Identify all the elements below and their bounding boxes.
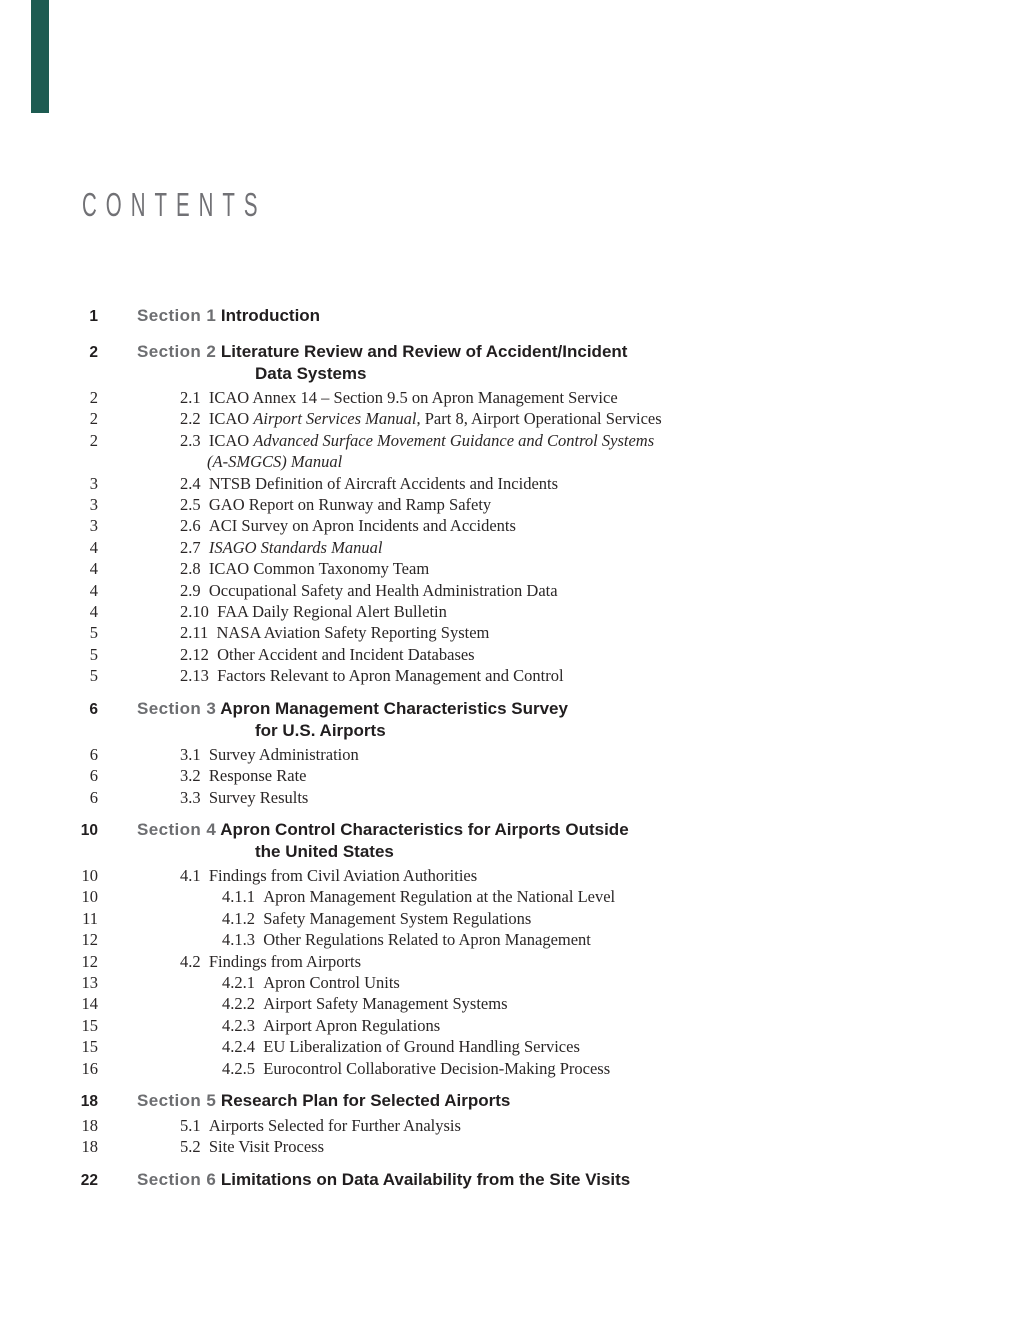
- section-title-line2: the United States: [255, 841, 394, 861]
- toc-section-entry: [58, 294, 978, 330]
- entry-content: [98, 430, 654, 473]
- page-number: 6: [89, 744, 98, 764]
- entry-title: Airport Safety Management Systems: [263, 994, 508, 1014]
- page-number: 15: [81, 1037, 98, 1057]
- entry-content: [98, 1169, 630, 1191]
- entry-title: Factors Relevant to Apron Management and Control: [217, 666, 564, 686]
- entry-title: ICAO Advanced Surface Movement Guidance and Control Systems: [208, 430, 655, 450]
- page-number: 15: [81, 1015, 98, 1035]
- entry-number: 4.2.2: [222, 994, 264, 1014]
- entry-title: Eurocontrol Collaborative Decision-Making Process: [263, 1058, 611, 1078]
- entry-content: [98, 819, 629, 863]
- entry-number: 5.2: [180, 1137, 209, 1157]
- section-title: Limitations on Data Availability from the Site Visits: [220, 1169, 631, 1189]
- page-number: 5: [89, 666, 98, 686]
- page-number: 14: [81, 994, 98, 1014]
- toc-entry: [58, 515, 978, 536]
- entry-number: 2.2: [180, 409, 209, 429]
- entry-number: 2.13: [180, 666, 218, 686]
- toc-entry: [58, 473, 978, 494]
- toc-entry: [58, 1115, 978, 1136]
- section-title: Introduction: [220, 306, 321, 325]
- entry-title: Survey Administration: [208, 744, 359, 764]
- page-number: 5: [89, 623, 98, 643]
- page-number: 11: [82, 908, 98, 928]
- entry-title: NASA Aviation Safety Reporting System: [216, 623, 490, 643]
- entry-number: 2.4: [180, 473, 209, 493]
- entry-number: 2.8: [180, 559, 209, 579]
- entry-title: Apron Management Regulation at the National Level: [263, 887, 616, 907]
- entry-number: 2.9: [180, 580, 209, 600]
- section-title: Literature Review and Review of Accident/Incident: [220, 342, 628, 361]
- toc-entry: [58, 494, 978, 515]
- page-number: 4: [89, 537, 98, 557]
- entry-content: [98, 341, 627, 385]
- page-number: 22: [80, 1171, 98, 1189]
- entry-number: 4.1: [180, 865, 209, 885]
- section-heading-line: [137, 819, 629, 841]
- entry-content: [98, 408, 662, 429]
- toc-entry: [58, 1136, 978, 1157]
- page-number: 3: [89, 473, 98, 493]
- toc-section-entry: [58, 687, 978, 744]
- page-number: 12: [81, 951, 98, 971]
- toc-entry: [58, 1015, 978, 1036]
- entry-number: 4.1.2: [222, 908, 264, 928]
- page-number: 12: [81, 930, 98, 950]
- entry-content: [98, 1090, 510, 1112]
- entry-number: 2.12: [180, 644, 218, 664]
- page-number: 6: [89, 766, 98, 786]
- entry-content: [98, 494, 491, 515]
- entry-content: [98, 1036, 580, 1057]
- page-number: 18: [81, 1137, 98, 1157]
- page-number: 10: [81, 887, 98, 907]
- entry-title-continuation: (A-SMGCS) Manual: [207, 452, 343, 472]
- entry-title: ICAO Annex 14 – Section 9.5 on Apron Management Service: [208, 388, 618, 407]
- toc-entry: [58, 972, 978, 993]
- page-number: 1: [89, 308, 98, 325]
- toc-entry: [58, 622, 978, 643]
- toc-entry: [58, 1058, 978, 1079]
- entry-number: 5.1: [180, 1115, 209, 1135]
- entry-title: Site Visit Process: [208, 1137, 325, 1157]
- section-heading-line: [137, 1090, 510, 1112]
- section-label: Section 1: [137, 306, 217, 325]
- page-number: 2: [89, 344, 98, 361]
- entry-content: [98, 886, 615, 907]
- entry-number: 3.2: [180, 766, 209, 786]
- toc-section-entry: [58, 330, 978, 387]
- entry-content: [98, 993, 508, 1014]
- entry-number: 4.2.4: [222, 1037, 264, 1057]
- page-number: 10: [80, 821, 98, 839]
- entry-title: Other Accident and Incident Databases: [217, 644, 475, 664]
- entry-content: [98, 387, 618, 408]
- entry-content: [98, 622, 489, 643]
- entry-content: [98, 765, 306, 786]
- toc-entry: [58, 387, 978, 408]
- entry-number: 2.5: [180, 495, 209, 515]
- entry-title: Survey Results: [208, 787, 309, 807]
- entry-content: [98, 1015, 440, 1036]
- entry-title: Apron Control Units: [263, 972, 400, 992]
- entry-content: [98, 744, 359, 765]
- entry-content: [98, 644, 475, 665]
- entry-title: Airport Apron Regulations: [263, 1015, 441, 1035]
- entry-number: 4.2.1: [222, 972, 264, 992]
- entry-content: [98, 1058, 610, 1079]
- section-label: Section 4: [137, 819, 217, 839]
- entry-content: [98, 1136, 324, 1157]
- toc-entry: [58, 537, 978, 558]
- toc-entry: [58, 408, 978, 429]
- entry-number: 2.1: [180, 388, 209, 407]
- toc-list: [58, 294, 978, 1194]
- section-title: Apron Control Characteristics for Airports Outside: [220, 819, 629, 839]
- toc-entry: [58, 993, 978, 1014]
- toc-entry: [58, 558, 978, 579]
- toc-entry: [58, 580, 978, 601]
- entry-number: 2.11: [180, 623, 217, 643]
- toc-entry: [58, 951, 978, 972]
- toc-entry: [58, 644, 978, 665]
- entry-title: ACI Survey on Apron Incidents and Accidents: [208, 516, 516, 536]
- page-number: 4: [89, 559, 98, 579]
- toc-entry: [58, 430, 978, 473]
- page-number: 18: [80, 1092, 98, 1110]
- page-number: 13: [81, 972, 98, 992]
- entry-title: Findings from Civil Aviation Authorities: [208, 865, 478, 885]
- entry-number: 2.10: [180, 602, 218, 622]
- toc-entry: [58, 601, 978, 622]
- entry-content: [98, 515, 516, 536]
- entry-number: 4.1.1: [222, 887, 264, 907]
- entry-content: [98, 929, 591, 950]
- entry-title: Occupational Safety and Health Administration Data: [208, 580, 558, 600]
- section-heading-line: [137, 305, 320, 327]
- entry-title: FAA Daily Regional Alert Bulletin: [217, 602, 447, 622]
- page-number: 2: [89, 409, 98, 429]
- entry-title: Other Regulations Related to Apron Management: [263, 930, 591, 950]
- entry-content: [98, 473, 558, 494]
- toc-entry: [58, 665, 978, 686]
- entry-number: 4.2.3: [222, 1015, 264, 1035]
- entry-content: [98, 580, 558, 601]
- entry-title: GAO Report on Runway and Ramp Safety: [208, 495, 492, 515]
- entry-content: [98, 908, 531, 929]
- page-number: 2: [89, 430, 98, 450]
- toc-entry: [58, 908, 978, 929]
- toc-entry: [58, 787, 978, 808]
- page-number: 6: [89, 700, 98, 718]
- section-label: Section 2: [137, 342, 217, 361]
- page-number: 3: [89, 516, 98, 536]
- entry-content: [98, 537, 382, 558]
- section-heading-line: [137, 1169, 630, 1191]
- page-number: 2: [89, 388, 98, 407]
- entry-number: 2.3: [180, 430, 209, 450]
- toc-entry: [58, 865, 978, 886]
- entry-title: NTSB Definition of Aircraft Accidents and Incidents: [208, 473, 559, 493]
- entry-number: 4.2.5: [222, 1058, 264, 1078]
- entry-content: [98, 558, 429, 579]
- section-label: Section 3: [137, 698, 217, 718]
- page-number: 6: [89, 787, 98, 807]
- page-number: 3: [89, 495, 98, 515]
- entry-title: Safety Management System Regulations: [263, 908, 532, 928]
- entry-title: ICAO Common Taxonomy Team: [208, 559, 430, 579]
- entry-content: [98, 787, 308, 808]
- toc-entry: [58, 886, 978, 907]
- section-title-line2: for U.S. Airports: [255, 720, 386, 740]
- page-number: 4: [89, 580, 98, 600]
- entry-content: [98, 601, 447, 622]
- page-number: 16: [81, 1058, 98, 1078]
- entry-content: [98, 865, 477, 886]
- entry-title: EU Liberalization of Ground Handling Services: [263, 1037, 580, 1057]
- toc-section-entry: [58, 1079, 978, 1115]
- entry-content: [98, 305, 320, 327]
- page-edge-tab: [31, 0, 49, 113]
- entry-number: 4.2: [180, 951, 209, 971]
- entry-title: Airports Selected for Further Analysis: [208, 1115, 461, 1135]
- entry-content: [98, 698, 568, 742]
- section-heading-line: [137, 698, 568, 720]
- entry-number: 3.3: [180, 787, 209, 807]
- entry-number: 2.6: [180, 516, 209, 536]
- page-number: 18: [81, 1115, 98, 1135]
- section-label: Section 5: [137, 1090, 217, 1110]
- page-number: 5: [89, 644, 98, 664]
- entry-title: Findings from Airports: [208, 951, 362, 971]
- page-number: 4: [89, 602, 98, 622]
- entry-content: [98, 972, 400, 993]
- entry-number: 4.1.3: [222, 930, 264, 950]
- toc-entry: [58, 929, 978, 950]
- entry-number: 2.7: [180, 537, 209, 557]
- page-title: CONTENTS: [82, 186, 267, 223]
- section-heading-line: [137, 341, 627, 363]
- section-title: Research Plan for Selected Airports: [220, 1090, 511, 1110]
- entry-title: Response Rate: [208, 766, 307, 786]
- toc-entry: [58, 1036, 978, 1057]
- entry-title: ISAGO Standards Manual: [208, 537, 383, 557]
- entry-content: [98, 665, 564, 686]
- entry-content: [98, 951, 361, 972]
- entry-title: ICAO Airport Services Manual, Part 8, Airport Operational Services: [208, 409, 662, 429]
- toc-entry: [58, 744, 978, 765]
- entry-content: [98, 1115, 461, 1136]
- section-label: Section 6: [137, 1169, 217, 1189]
- page-number: 10: [81, 865, 98, 885]
- toc-entry: [58, 765, 978, 786]
- entry-number: 3.1: [180, 744, 209, 764]
- toc-section-entry: [58, 1158, 978, 1194]
- section-title: Apron Management Characteristics Survey: [220, 698, 568, 718]
- section-title-line2: Data Systems: [255, 364, 367, 383]
- toc-section-entry: [58, 808, 978, 865]
